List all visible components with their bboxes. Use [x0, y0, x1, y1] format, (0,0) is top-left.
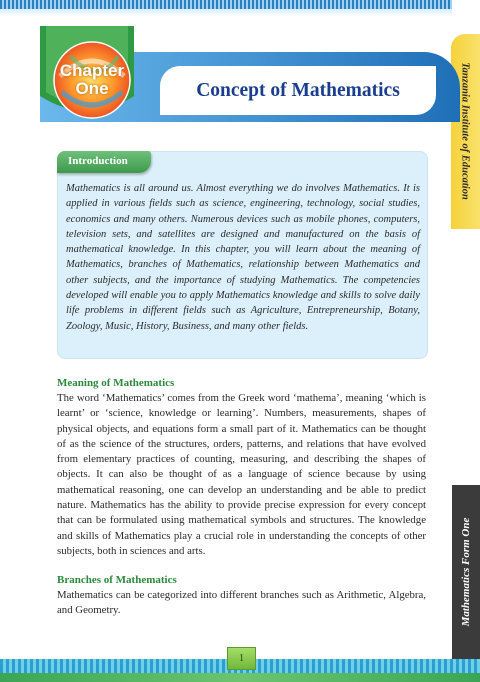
- chapter-number: One: [75, 79, 109, 98]
- introduction-label: Introduction: [68, 155, 128, 167]
- chapter-title: Concept of Mathematics: [196, 79, 400, 101]
- top-band-fade: [0, 9, 480, 17]
- publisher-label: Tanzania Institute of Education: [459, 62, 471, 200]
- chapter-title-box: [160, 66, 436, 115]
- page-number: 1: [227, 647, 256, 670]
- section-body-branches: Mathematics can be categorized into different branches such as Arithmetic, Algebra, and Geometry.: [57, 589, 426, 617]
- bottom-green-strip: [0, 673, 480, 682]
- chapter-badge-text: [60, 62, 124, 98]
- introduction-text: Mathematics is all around us. Almost everything we do involves Mathematics. It is applied in various fields such as science, engineering, technology, social studies, economics and many others. Numerous devices such as mobile phones, computers, television sets, and satellites are designed and manufactured on the basis of mathematical knowledge. In this chapter, you will learn about the meaning of Mathematics, branches of Mathematics, relationship between Mathematics and other subjects, and the importance of studying Mathematics. The competencies developed will enable you to apply Mathematics knowledge and skills to solve daily life problems in different fields such as Agriculture, Entrepreneurship, Botany, Zoology, Music, History, Business, and many other fields.: [66, 183, 420, 332]
- section-heading-branches: Branches of Mathematics: [57, 574, 177, 586]
- section-body-meaning: The word ‘Mathematics’ comes from the Greek word ‘mathema’, meaning ‘which is learnt’ or ‘science, knowledge or learning’. Numbers, measurements, shapes of physical objects, and equations form a small part of it. Mathematics can be thought of as the science of the structures, orders, patterns, and relations that have evolved from elementary practices of counting, measuring, and describing the shapes of objects. It can also be thought of as a language of science because by using mathematical reasoning, one can develop an understanding and be able to predict nature. Mathematics has the ability to provide precise expression for every concept that can be formulated using mathematical symbols and structures. The knowledge and skills of Mathematics play a crucial role in understanding the concepts of other subjects, both in sciences and arts.: [57, 392, 426, 557]
- section-heading-meaning: Meaning of Mathematics: [57, 377, 175, 389]
- book-title-label: Mathematics Form One: [460, 517, 472, 627]
- chapter-word: Chapter: [59, 61, 125, 80]
- top-decorative-band: [0, 0, 480, 9]
